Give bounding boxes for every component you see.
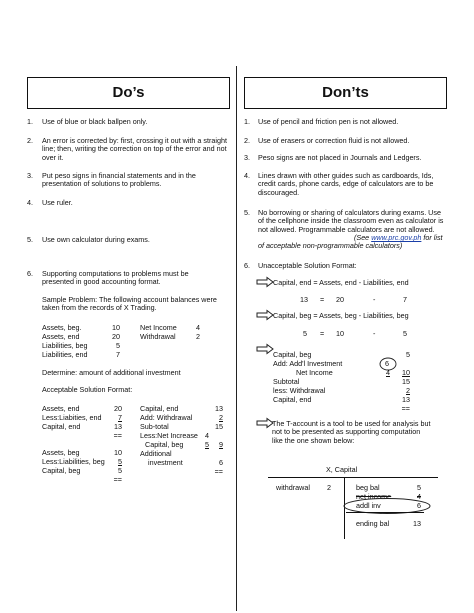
equation-value: 7 <box>403 295 407 304</box>
determine-text: Determine: amount of additional investment <box>42 368 181 377</box>
dos-item-4-number: 4. <box>27 198 33 207</box>
solution-value: 13 <box>114 422 122 431</box>
solution-label: Capital, beg <box>145 440 184 449</box>
solution-label: Additional <box>140 449 172 458</box>
donts-item-3-number: 3. <box>244 153 250 162</box>
computation-label: Capital, end <box>273 395 312 404</box>
equation-capital-end: Capital, end = Assets, end - Liabilities, end <box>273 278 409 287</box>
balance-label: Assets, end <box>42 332 80 341</box>
taccount-credit-value: 4 <box>417 492 421 501</box>
solution-label: Capital, end <box>42 422 81 431</box>
dos-title: Do’s <box>112 84 145 101</box>
donts-item-2-text: Use of erasers or correction fluid is not allowed. <box>258 136 410 145</box>
dos-item-3-number: 3. <box>27 171 33 180</box>
taccount-top-rule <box>268 477 438 478</box>
equation-value: 20 <box>336 295 344 304</box>
solution-label: Add: Withdrawal <box>140 413 193 422</box>
equation-value: 5 <box>403 329 407 338</box>
dos-item-2-text: An error is corrected by: first, crossing it out with a straight line; then, writing the correction on top of the error and not over it. <box>42 136 227 162</box>
solution-value: 20 <box>114 404 122 413</box>
taccount-debit-value: 2 <box>327 483 331 492</box>
donts-item-4-text: Lines drawn with other guides such as cardboards, Ids, credit cards, phone cards, edge of calculators are to be discouraged. <box>258 171 434 197</box>
solution-value: 4 <box>205 431 209 440</box>
donts-item-1-number: 1. <box>244 117 250 126</box>
balance-label: Withdrawal <box>140 332 176 341</box>
computation-value: 15 <box>402 377 410 386</box>
dos-item-6-text: Supporting computations to problems must be presented in good accounting format. <box>42 269 189 287</box>
solution-double-rule: == <box>113 431 122 440</box>
arrow-icon <box>256 344 274 354</box>
solution-value: 5 <box>118 466 122 475</box>
donts-item-4-number: 4. <box>244 171 250 180</box>
computation-value: 4 <box>386 368 390 377</box>
taccount-sum-rule <box>346 512 424 513</box>
column-divider <box>236 66 237 611</box>
donts-item-1-text: Use of pencil and friction pen is not allowed. <box>258 117 399 126</box>
arrow-icon <box>256 310 274 320</box>
solution-value: 7 <box>118 413 122 422</box>
balance-label: Assets, beg. <box>42 323 82 332</box>
balance-label: Liabilities, end <box>42 350 88 359</box>
dos-item-5-text: Use own calculator during exams. <box>42 235 150 244</box>
solution-label: Assets, beg <box>42 448 80 457</box>
computation-label: Net Income <box>296 368 333 377</box>
dos-header-box <box>27 77 230 109</box>
balance-value: 7 <box>116 350 120 359</box>
balance-value: 2 <box>196 332 200 341</box>
solution-label: Less:Net Increase <box>140 431 198 440</box>
solution-label: Capital, beg <box>42 466 81 475</box>
donts-item-5-number: 5. <box>244 208 250 217</box>
donts-item-3-text: Peso signs are not placed in Journals and Ledgers. <box>258 153 422 162</box>
equation-capital-beg: Capital, beg = Assets, beg - Liabilities, beg <box>273 311 409 320</box>
dos-item-4-text: Use ruler. <box>42 198 73 207</box>
taccount-ending-label: ending bal <box>356 519 390 528</box>
taccount-debit-label: withdrawal <box>276 483 310 492</box>
donts-item-2-number: 2. <box>244 136 250 145</box>
balance-label: Net Income <box>140 323 177 332</box>
equation-value: 10 <box>336 329 344 338</box>
computation-label: Subtotal <box>273 377 300 386</box>
solution-double-rule: == <box>214 467 223 476</box>
dos-item-3-text: Put peso signs in financial statements and in the presentation of solutions to problems. <box>42 171 196 189</box>
solution-value: 15 <box>215 422 223 431</box>
equation-operator: - <box>373 329 376 338</box>
dos-item-1-number: 1. <box>27 117 33 126</box>
equation-value: 5 <box>303 329 307 338</box>
computation-label: less: Withdrawal <box>273 386 326 395</box>
equation-value: 13 <box>300 295 308 304</box>
dos-item-6-number: 6. <box>27 269 33 278</box>
arrow-icon <box>256 277 274 287</box>
taccount-note: The T-account is a tool to be used for analysis but not to be presented as supporting computation like the one shown below: <box>272 419 431 445</box>
prc-link[interactable]: www.prc.gov.ph <box>371 233 422 242</box>
taccount-credit-label: beg bal <box>356 483 380 492</box>
calculator-reference-note: (See www.prc.gov.ph for list of acceptable non-programmable calculators) <box>258 233 443 251</box>
balance-value: 5 <box>116 341 120 350</box>
solution-value: 2 <box>219 413 223 422</box>
acceptable-format-title: Acceptable Solution Format: <box>42 385 133 394</box>
donts-header-box <box>244 77 447 109</box>
taccount-credit-label: net income <box>356 492 392 501</box>
solution-value: 5 <box>205 440 209 449</box>
equation-operator: = <box>320 295 325 304</box>
solution-label: Less:Liabilities, beg <box>42 457 105 466</box>
solution-value: 5 <box>118 457 122 466</box>
solution-label: Sub-total <box>140 422 169 431</box>
donts-item-5-text: No borrowing or sharing of calculators during exams. Use of the cellphone inside the classroom even as calculator is not allowed. Programmable calculators are not allowed. <box>258 208 444 234</box>
solution-value: 13 <box>215 404 223 413</box>
taccount-credit-label: addl inv <box>356 501 381 510</box>
equation-operator: - <box>373 295 376 304</box>
computation-double-rule: == <box>401 404 410 413</box>
balance-value: 20 <box>112 332 120 341</box>
taccount-credit-value: 5 <box>417 483 421 492</box>
computation-label: Capital, beg <box>273 350 312 359</box>
donts-item-6-text: Unacceptable Solution Format: <box>258 261 357 270</box>
computation-value: 6 <box>385 359 389 368</box>
computation-label: Add: Add'l Investment <box>273 359 343 368</box>
computation-value: 13 <box>402 395 410 404</box>
solution-label: Less:Liabities, end <box>42 413 102 422</box>
computation-value: 2 <box>406 386 410 395</box>
taccount-credit-value: 6 <box>417 501 421 510</box>
solution-value: 6 <box>219 458 223 467</box>
computation-value: 5 <box>406 350 410 359</box>
equation-operator: = <box>320 329 325 338</box>
solution-label: Assets, end <box>42 404 80 413</box>
solution-value: 10 <box>114 448 122 457</box>
computation-value: 10 <box>402 368 410 377</box>
taccount-ending-value: 13 <box>413 519 421 528</box>
dos-item-1-text: Use of blue or black ballpen only. <box>42 117 148 126</box>
dos-item-5-number: 5. <box>27 235 33 244</box>
balance-value: 4 <box>196 323 200 332</box>
sample-problem-text: Sample Problem: The following account balances were taken from the records of X Trading. <box>42 295 217 313</box>
solution-value: 9 <box>219 440 223 449</box>
donts-item-6-number: 6. <box>244 261 250 270</box>
taccount-title: X, Capital <box>326 465 358 474</box>
balance-label: Liabilities, beg <box>42 341 88 350</box>
donts-title: Don’ts <box>322 84 369 101</box>
solution-label: investment <box>148 458 183 467</box>
balance-value: 10 <box>112 323 120 332</box>
dos-item-2-number: 2. <box>27 136 33 145</box>
solution-double-rule: == <box>113 475 122 484</box>
solution-label: Capital, end <box>140 404 179 413</box>
